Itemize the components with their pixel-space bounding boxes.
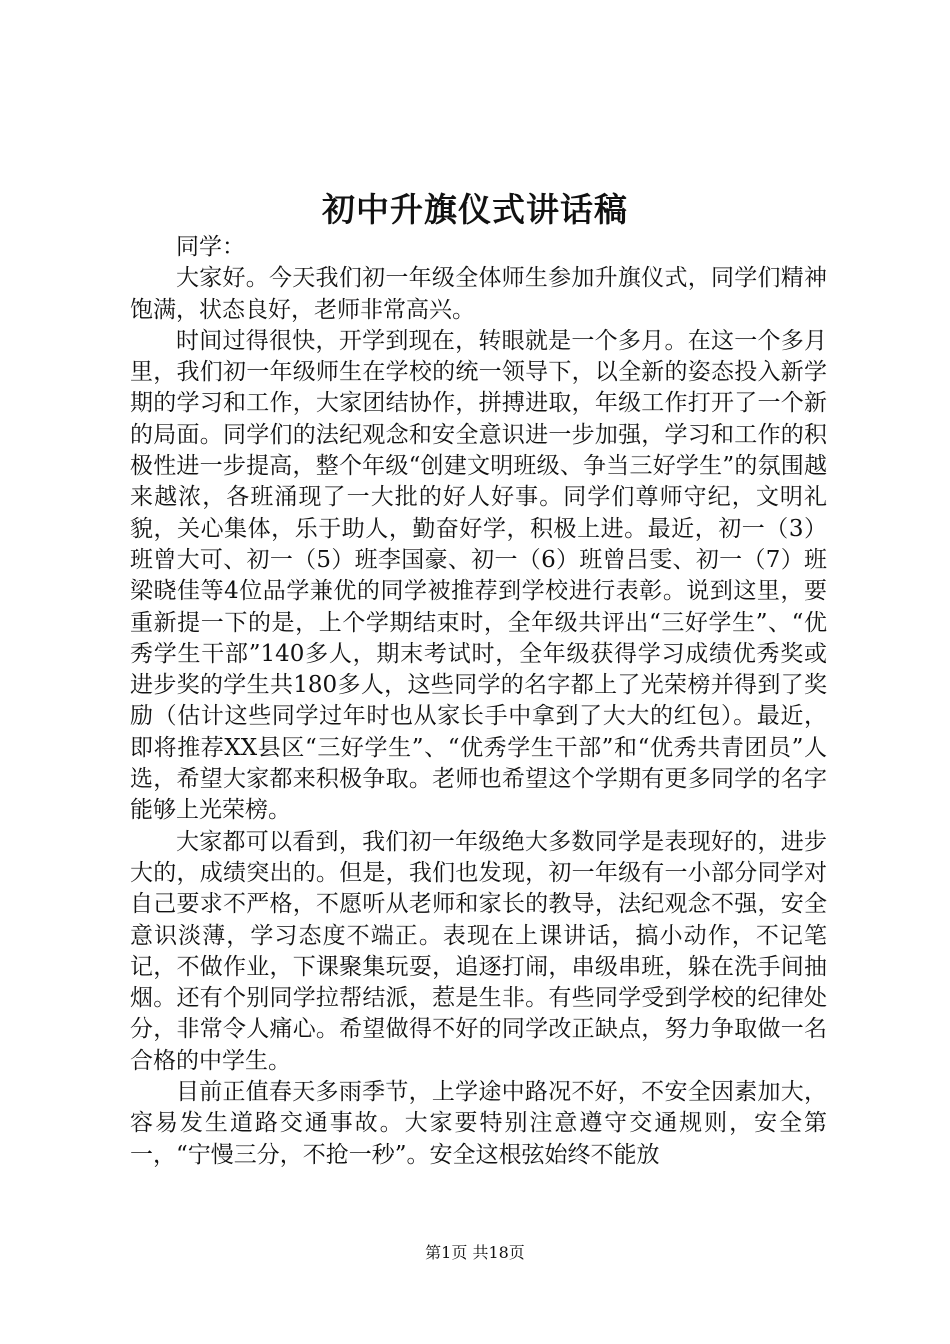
paragraph-achievements: 时间过得很快，开学到现在，转眼就是一个多月。在这一个多月里，我们初一年级师生在学校的统一领导下，以全新的姿态投入新学期的学习和工作，大家团结协作，拼搏进取，年级工作打开了一个新的局面。同学们的法纪观念和安全意识进一步加强，学习和工作的积极性进一步提高，整个年级“创建文明班级、争当三好学生”的氛围越来越浓，各班涌现了一大批的好人好事。同学们尊师守纪，文明礼貌，关心集体，乐于助人，勤奋好学，积极上进。最近，初一（3）班曾大可、初一（5）班李国豪、初一（6）班曾吕雯、初一（7）班梁晓佳等4位品学兼优的同学被推荐到学校进行表彰。说到这里，要重新提一下的是，上个学期结束时，全年级共评出“三好学生”、“优秀学生干部”140多人，期末考试时，全年级获得学习成绩优秀奖或进步奖的学生共180多人，这些同学的名字都上了光荣榜并得到了奖励（估计这些同学过年时也从家长手中拿到了大大的红包）。最近，即将推荐XX县区“三好学生”、“优秀学生干部”和“优秀共青团员”人选，希望大家都来积极争取。老师也希望这个学期有更多同学的名字能够上光荣榜。 (130, 327, 827, 824)
paragraph-discipline: 大家都可以看到，我们初一年级绝大多数同学是表现好的，进步大的，成绩突出的。但是，我们也发现，初一年级有一小部分同学对自己要求不严格，不愿听从老师和家长的教导，法纪观念不强，安全意识淡薄，学习态度不端正。表现在上课讲话，搞小动作，不记笔记，不做作业，下课聚集玩耍，追逐打闹，串级串班，躲在洗手间抽烟。还有个别同学拉帮结派，惹是生非。有些同学受到学校的纪律处分，非常令人痛心。希望做得不好的同学改正缺点，努力争取做一名合格的中学生。 (130, 828, 827, 1074)
document-title: 初中升旗仪式讲话稿 (322, 190, 628, 229)
document-body (130, 232, 827, 1171)
salutation: 同学： (176, 234, 245, 260)
paragraph-greeting: 大家好。今天我们初一年级全体师生参加升旗仪式，同学们精神饱满，状态良好，老师非常高兴。 (130, 265, 827, 323)
page-number: 第1页 共18页 (425, 1243, 525, 1262)
paragraph-safety: 目前正值春天多雨季节，上学途中路况不好，不安全因素加大，容易发生道路交通事故。大家要特别注意遵守交通规则，安全第一，“宁慢三分，不抢一秒”。安全这根弦始终不能放 (130, 1079, 827, 1168)
